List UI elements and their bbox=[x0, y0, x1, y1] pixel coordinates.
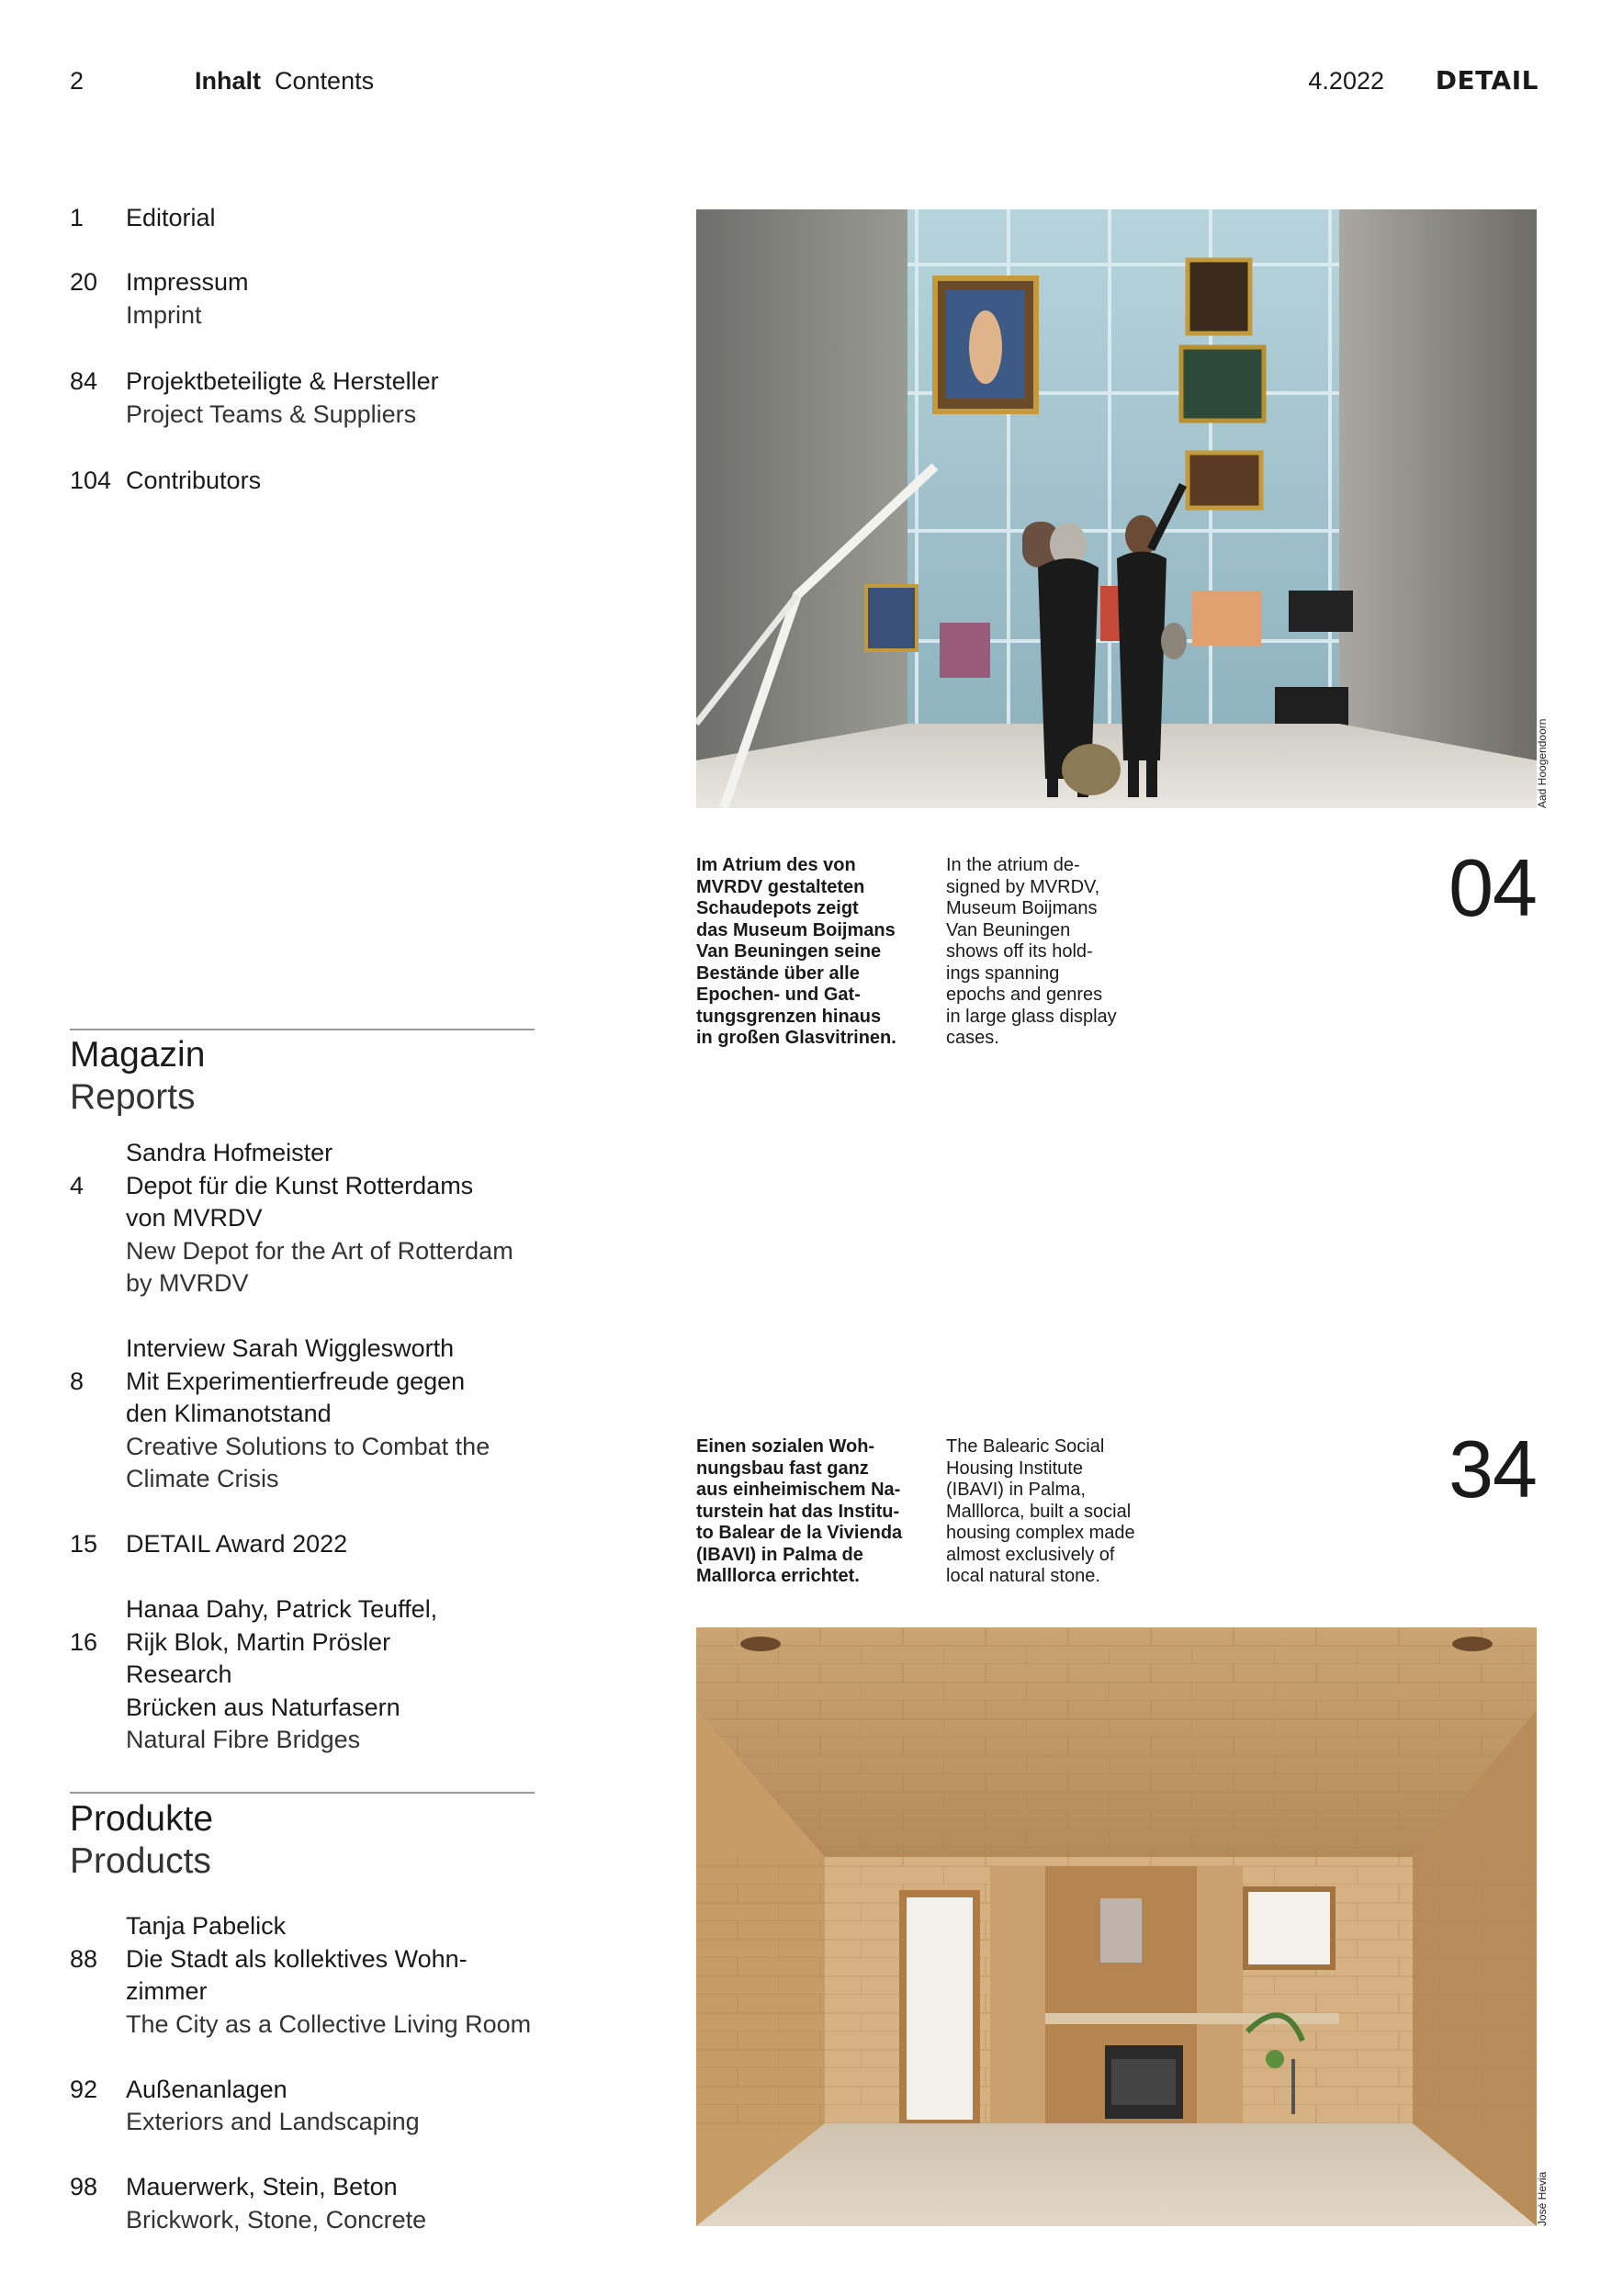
toc-line-de: von MVRDV bbox=[126, 1204, 263, 1232]
toc-page: 92 bbox=[70, 2075, 98, 2103]
toc-line-de: zimmer bbox=[126, 1977, 208, 2005]
toc-title-de: Projektbeteiligte & Hersteller bbox=[126, 367, 439, 395]
caption-line: cases. bbox=[946, 1028, 999, 1048]
caption-de bbox=[696, 1436, 912, 1588]
caption-line: Van Beuningen bbox=[946, 919, 1071, 940]
toc-title bbox=[126, 1528, 567, 1561]
toc-line-en: Exteriors and Landscaping bbox=[126, 2108, 420, 2135]
toc-line-en: New Depot for the Art of Rotterdam bbox=[126, 1236, 513, 1265]
toc-entry[interactable] bbox=[70, 2171, 547, 2236]
caption-line: Schaudepots zeigt bbox=[696, 898, 859, 918]
caption-line: The Balearic Social bbox=[946, 1436, 1105, 1457]
toc-entry[interactable] bbox=[70, 1333, 547, 1496]
toc-entry[interactable] bbox=[70, 366, 547, 432]
photo-stone-interior bbox=[696, 1627, 1537, 2226]
caption-de bbox=[696, 855, 912, 1050]
caption-line: tungsgrenzen hinaus bbox=[696, 1006, 882, 1027]
toc-page: 16 bbox=[70, 1627, 98, 1656]
toc-entry[interactable] bbox=[70, 2074, 547, 2139]
caption-line: Housing Institute bbox=[946, 1458, 1083, 1479]
section-divider bbox=[70, 1792, 535, 1794]
caption-line: to Balear de la Vivienda bbox=[696, 1523, 903, 1543]
toc-title bbox=[126, 266, 567, 332]
detail-logo: DETAIL bbox=[1435, 65, 1538, 96]
section-heading-magazin bbox=[70, 1034, 205, 1119]
caption-line: shows off its hold- bbox=[946, 941, 1093, 962]
caption-line: Bestände über alle bbox=[696, 962, 860, 984]
toc-entry[interactable] bbox=[70, 1593, 547, 1757]
caption-line: Malllorca, built a social bbox=[946, 1501, 1132, 1522]
section-heading-en: Reports bbox=[70, 1077, 196, 1117]
section-heading-de: Produkte bbox=[70, 1799, 214, 1839]
caption-line: das Museum Boijmans bbox=[696, 919, 896, 940]
caption-line: Malllorca errichtet. bbox=[696, 1566, 860, 1586]
toc-line-de: DETAIL Award 2022 bbox=[126, 1530, 348, 1558]
toc-page: 88 bbox=[70, 1944, 98, 1973]
section-divider bbox=[70, 1029, 535, 1030]
toc-line-de: Interview Sarah Wigglesworth bbox=[126, 1334, 455, 1362]
toc-line-en: Natural Fibre Bridges bbox=[126, 1726, 361, 1753]
toc-page: 84 bbox=[70, 367, 98, 395]
toc-page: 1 bbox=[70, 204, 85, 231]
toc-entry[interactable] bbox=[70, 266, 547, 332]
toc-page: 98 bbox=[70, 2173, 98, 2200]
toc-line-de: Tanja Pabelick bbox=[126, 1912, 287, 1940]
section-title-en: Contents bbox=[275, 67, 375, 95]
toc-page: 20 bbox=[70, 268, 98, 296]
caption-line: MVRDV gestalteten bbox=[696, 876, 865, 897]
caption-line: Van Beuningen seine bbox=[696, 941, 882, 962]
caption-line: ings spanning bbox=[946, 962, 1060, 984]
section-heading-de: Magazin bbox=[70, 1035, 206, 1075]
caption-line: (IBAVI) in Palma, bbox=[946, 1480, 1086, 1500]
feature-page-number[interactable]: 34 bbox=[1448, 1424, 1537, 1514]
section-title-de: Inhalt bbox=[195, 67, 261, 95]
toc-line-de: Brücken aus Naturfasern bbox=[126, 1693, 400, 1721]
caption-line: Im Atrium des von bbox=[696, 855, 856, 875]
caption-line: epochs and genres bbox=[946, 985, 1103, 1005]
caption-line: nungsbau fast ganz bbox=[696, 1458, 869, 1479]
toc-line-de: den Klimanotstand bbox=[126, 1400, 332, 1427]
toc-entry[interactable] bbox=[70, 1910, 547, 2041]
toc-page: 4 bbox=[70, 1171, 85, 1199]
toc-title-de: Impressum bbox=[126, 268, 249, 296]
toc-line-de: Rijk Blok, Martin Prösler bbox=[126, 1627, 391, 1656]
section-title bbox=[195, 64, 374, 97]
toc-title: Editorial bbox=[126, 204, 216, 231]
toc-line-de: Research bbox=[126, 1660, 232, 1688]
caption-line: Epochen- und Gat- bbox=[696, 985, 861, 1005]
toc-entry[interactable] bbox=[70, 202, 547, 235]
photo-credit: José Hevia bbox=[1536, 2171, 1549, 2226]
caption-en bbox=[946, 855, 1162, 1050]
toc-title bbox=[126, 1137, 567, 1300]
caption-line: housing complex made bbox=[946, 1523, 1135, 1543]
section-heading-en: Products bbox=[70, 1841, 211, 1881]
toc-title bbox=[126, 2074, 567, 2139]
museum-atrium-illustration bbox=[696, 209, 1537, 808]
toc-title bbox=[126, 1910, 567, 2041]
caption-line: (IBAVI) in Palma de bbox=[696, 1544, 863, 1565]
toc-title bbox=[126, 1593, 567, 1757]
caption-en bbox=[946, 1436, 1162, 1588]
toc-line-de: Außenanlagen bbox=[126, 2075, 287, 2103]
caption-line: signed by MVRDV, bbox=[946, 876, 1100, 897]
section-heading-produkte bbox=[70, 1798, 213, 1883]
caption-line: Einen sozialen Woh- bbox=[696, 1436, 875, 1457]
issue-number: 4.2022 bbox=[1308, 67, 1384, 95]
caption-line: local natural stone. bbox=[946, 1566, 1100, 1586]
photo-credit: Aad Hoogendoorn bbox=[1536, 718, 1549, 808]
caption-line: In the atrium de- bbox=[946, 855, 1080, 875]
page-number: 2 bbox=[70, 67, 85, 95]
caption-line: almost exclusively of bbox=[946, 1544, 1115, 1565]
toc-page: 104 bbox=[70, 467, 112, 494]
toc-title bbox=[126, 2171, 567, 2236]
toc-page: 8 bbox=[70, 1367, 85, 1395]
caption-line: in large glass display bbox=[946, 1006, 1117, 1027]
toc-line-de: Mauerwerk, Stein, Beton bbox=[126, 2173, 398, 2200]
toc-title: Contributors bbox=[126, 467, 262, 494]
toc-line-en: The City as a Collective Living Room bbox=[126, 2009, 532, 2038]
toc-line-de: Depot für die Kunst Rotterdams bbox=[126, 1171, 474, 1199]
toc-line-en: Brickwork, Stone, Concrete bbox=[126, 2205, 427, 2234]
toc-title bbox=[126, 1333, 567, 1496]
feature-page-number[interactable]: 04 bbox=[1448, 842, 1537, 933]
caption-line: turstein hat das Institu- bbox=[696, 1501, 900, 1522]
caption-line: aus einheimischem Na- bbox=[696, 1480, 901, 1500]
stone-interior-illustration bbox=[696, 1627, 1537, 2226]
toc-title-en: Project Teams & Suppliers bbox=[126, 400, 417, 428]
toc-line-en: by MVRDV bbox=[126, 1269, 249, 1297]
caption-line: in großen Glasvitrinen. bbox=[696, 1028, 896, 1048]
toc-line-de: Hanaa Dahy, Patrick Teuffel, bbox=[126, 1595, 438, 1623]
toc-general bbox=[70, 202, 547, 494]
toc-entry[interactable] bbox=[70, 1528, 547, 1561]
photo-museum-atrium bbox=[696, 209, 1537, 808]
toc-line-de: Mit Experimentierfreude gegen bbox=[126, 1367, 466, 1395]
toc-title-en: Imprint bbox=[126, 300, 202, 329]
toc-entry[interactable] bbox=[70, 1137, 547, 1300]
toc-line-de: Die Stadt als kollektives Wohn- bbox=[126, 1944, 468, 1973]
toc-entry[interactable] bbox=[70, 465, 547, 498]
caption-line: Museum Boijmans bbox=[946, 898, 1098, 918]
toc-line-en: Creative Solutions to Combat the bbox=[126, 1432, 490, 1460]
toc-line-en: Climate Crisis bbox=[126, 1465, 279, 1492]
toc-page: 15 bbox=[70, 1530, 98, 1558]
toc-title bbox=[126, 366, 567, 431]
toc-line-de: Sandra Hofmeister bbox=[126, 1139, 333, 1166]
